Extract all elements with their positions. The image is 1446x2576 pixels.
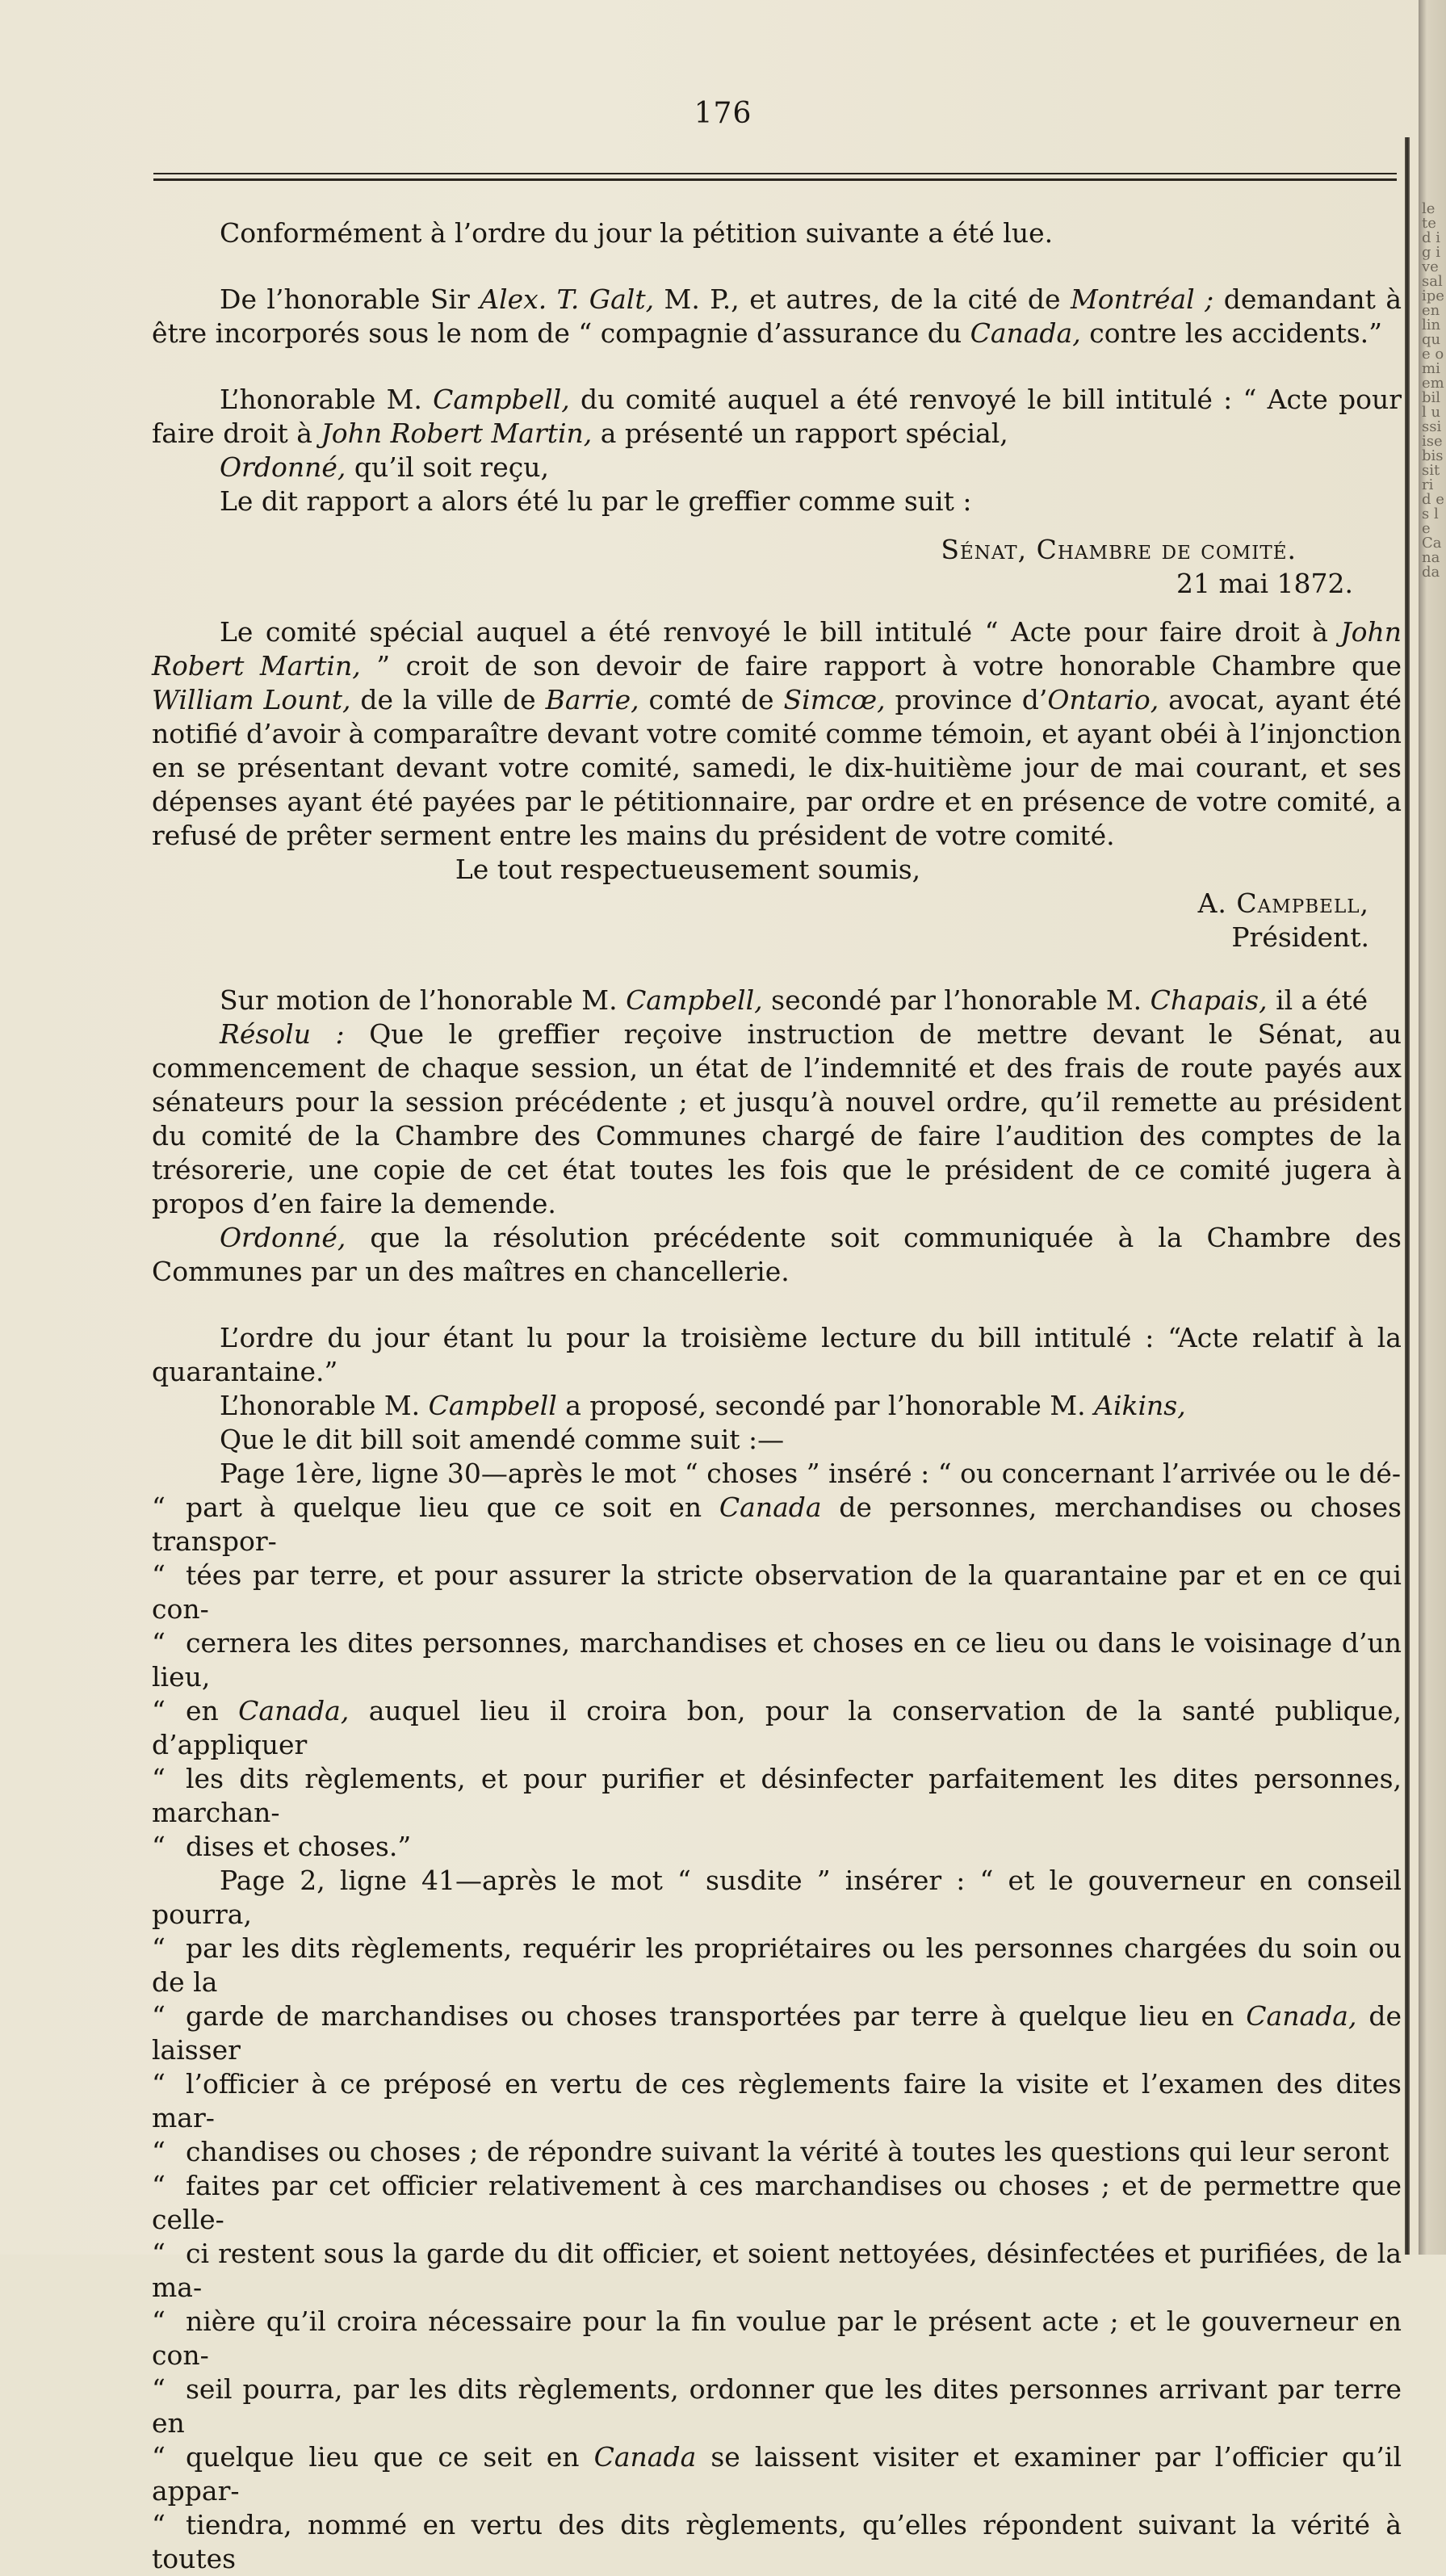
paragraph-rapport-lu: Le dit rapport a alors été lu par le greffier comme suit : [220,485,972,517]
report-heading: Sénat, Chambre de comité. [941,534,1297,565]
signature-title: Président. [1231,921,1369,953]
amendment-page-2 [152,1864,1402,2576]
paragraph-motion: Sur motion de l’honorable M. Campbell, secondé par l’honorable M. Chapais, il a été [220,984,1368,1016]
body-text [152,216,1402,2576]
amendment-line: “ les dits règlements, et pour purifier et désinfecter parfaitement les dites personnes, marchan- [152,1763,1402,1828]
signature-name: A. Campbell, [1197,887,1369,919]
amendment-line: “ seil pourra, par les dits règlements, ordonner que les dites personnes arrivant par terre en [152,2373,1402,2439]
paragraph-campbell-report: L’honorable M. Campbell, du comité auquel a été renvoyé le bill intitulé : “ Acte pour faire droit à John Robert Martin, a présenté un rapport spécial, [152,384,1402,449]
adjacent-page-fragments: le te d ig ive sal ipe en lin que omi em bill ussi ise bis sit ri d es le Canada [1422,202,1444,581]
amendment-line: “ tiendra, nommé en vertu des dits règlements, qu’elles répondent suivant la vérité à toutes [152,2509,1402,2574]
paragraph-ordonne-1: Ordonné, qu’il soit reçu, [220,451,549,483]
report-closing: Le tout respectueusement soumis, [455,854,921,885]
amendment-line: “ nière qu’il croira nécessaire pour la fin voulue par le présent acte ; et le gouverneur en con- [152,2305,1402,2371]
paragraph-ordonne-2: Ordonné, que la résolution précédente soit communiquée à la Chambre des Communes par un des maîtres en chancellerie. [152,1222,1402,1287]
adjacent-page-edge [1419,0,1446,2255]
amendment-line: “ garde de marchandises ou choses transportées par terre à quelque lieu en Canada, de laisser [152,2000,1402,2066]
paragraph-amende: Que le dit bill soit amendé comme suit :— [220,1424,785,1455]
amendment-line: “ part à quelque lieu que ce soit en Canada de personnes, merchandises ou choses transpor- [152,1491,1402,1557]
amendment-line: “ chandises ou choses ; de répondre suivant la vérité à toutes les questions qui leur seront [152,2136,1389,2167]
report-date: 21 mai 1872. [1176,568,1353,599]
amendment-line: “ tées par terre, et pour assurer la stricte observation de la quarantaine par et en ce qui con- [152,1559,1402,1625]
amendment-line: Page 1ère, ligne 30—après le mot “ choses ” inséré : “ ou concernant l’arrivée ou le dé- [220,1458,1402,1489]
binding-edge [1405,137,1410,2255]
amendment-line: “ ci restent sous la garde du dit officier, et soient nettoyées, désinfectées et purifiées, de la ma- [152,2238,1402,2303]
amendment-page-1 [152,1457,1402,1864]
paragraph-propose: L’honorable M. Campbell a proposé, secondé par l’honorable M. Aikins, [220,1390,1186,1421]
report-body: Le comité spécial auquel a été renvoyé le bill intitulé “ Acte pour faire droit à John Robert Martin, ” croit de son devoir de faire rapport à votre honorable Chambre que William Lount, de la ville de Barrie, comté de Simcœ, province d’Ontario, avocat, ayant été notifié d’avoir à comparaître devant votre comité comme témoin, et ayant obéi à l’injonction en se présentant devant votre comité, samedi, le dix-huitième jour de mai courant, et ses dépenses ayant été payées par le pétitionnaire, par ordre et en présence de votre comité, a refusé de prêter serment entre les mains du président de votre comité. [152,616,1402,851]
amendment-line: Page 2, ligne 41—après le mot “ susdite ” insérer : “ et le gouverneur en conseil pourra, [152,1865,1402,1930]
paragraph-resolu: Résolu : Que le greffier reçoive instruction de mettre devant le Sénat, au commencement de chaque session, un état de l’indemnité et des frais de route payés aux sénateurs pour la session précédente ; et jusqu’à nouvel ordre, qu’il remette au président du comité de la Chambre des Communes chargé de faire l’audition des comptes de la trésorerie, une copie de cet état toutes les fois que le président de ce comité jugera à propos d’en faire la demende. [152,1018,1402,1219]
amendment-line: “ dises et choses.” [152,1831,412,1862]
amendment-line: “ l’officier à ce préposé en vertu de ces règlements faire la visite et l’examen des dites mar- [152,2068,1402,2133]
paragraph-galt: De l’honorable Sir Alex. T. Galt, M. P., et autres, de la cité de Montréal ; demandant à être incorporés sous le nom de “ compagnie d’assurance du Canada, contre les accidents.” [152,283,1402,349]
amendment-line: “ par les dits règlements, requérir les propriétaires ou les personnes chargées du soin ou de la [152,1932,1402,1998]
amendment-line: “ quelque lieu que ce seit en Canada se laissent visiter et examiner par l’officier qu’il appar- [152,2441,1402,2507]
amendment-line: “ cernera les dites personnes, marchandises et choses en ce lieu ou dans le voisinage d’un lieu, [152,1627,1402,1693]
paragraph-petition: Conformément à l’ordre du jour la pétition suivante a été lue. [220,217,1054,249]
header-rule [153,173,1397,183]
amendment-line: “ en Canada, auquel lieu il croira bon, pour la conservation de la santé publique, d’appliquer [152,1695,1402,1760]
page-number: 176 [694,97,752,130]
paragraph-ordre-du-jour: L’ordre du jour étant lu pour la troisième lecture du bill intitulé : “Acte relatif à la quarantaine.” [152,1322,1402,1387]
amendment-line: “ faites par cet officier relativement à ces marchandises ou choses ; et de permettre que celle- [152,2170,1402,2235]
